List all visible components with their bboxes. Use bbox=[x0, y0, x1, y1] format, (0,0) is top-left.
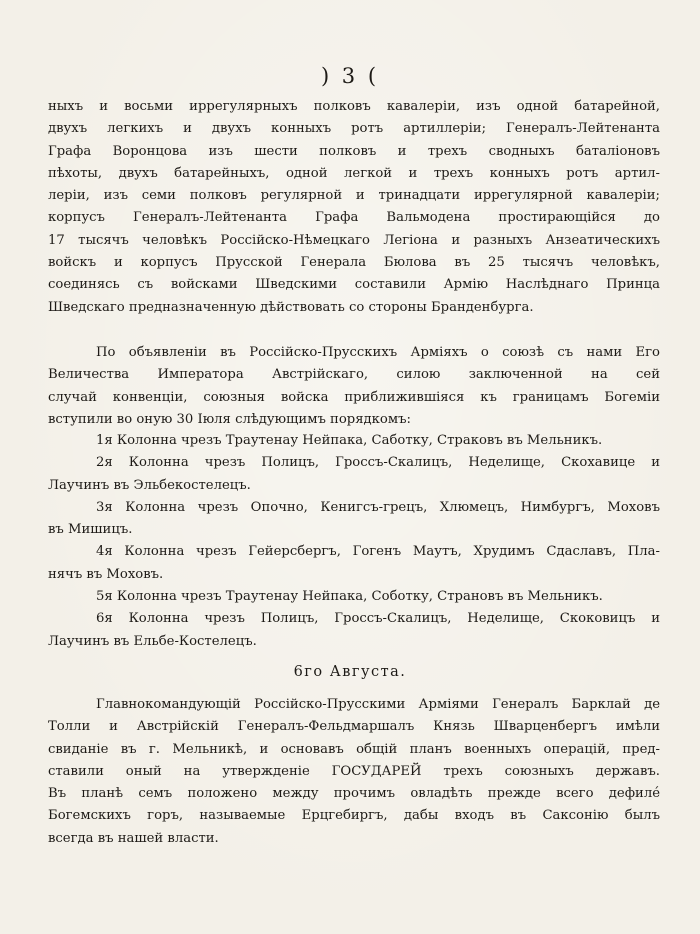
text-line: Шведскаго предназначенную дѣйствовать со стороны Бранденбурга. bbox=[48, 299, 534, 315]
paragraph-alliance bbox=[48, 342, 660, 431]
column-entry-6-cont: Лаучинъ въ Ельбе-Костелецъ. bbox=[48, 633, 257, 649]
page-number: ) 3 ( bbox=[320, 64, 380, 88]
text-line: Богемскихъ горъ, называемые Ерцгебиргъ, дабы входъ въ Саксонiю былъ bbox=[48, 808, 660, 824]
text-line: двухъ легкихъ и двухъ конныхъ ротъ артиллерiи; Генералъ-Лейтенанта bbox=[48, 121, 660, 137]
column-entry-5: 5я Колонна чрезъ Траутенау Нейпака, Соботку, Страновъ въ Мельникъ. bbox=[96, 589, 603, 605]
column-entry-2: 2я Колонна чрезъ Полицъ, Гроссъ-Скалицъ, Неделище, Скохавице и bbox=[96, 455, 660, 471]
paragraph-army-composition bbox=[48, 96, 660, 319]
text-line: Графа Воронцова изъ шести полковъ и трехъ сводныхъ баталiоновъ bbox=[48, 143, 660, 159]
text-line: пѣхоты, двухъ батарейныхъ, одной легкой и трехъ конныхъ ротъ артил- bbox=[48, 165, 660, 181]
text-line: Въ планѣ семъ положено между прочимъ овладѣть прежде всего дефилé bbox=[48, 786, 660, 802]
text-line: случай конвенцiи, союзныя войска приближившiяся къ границамъ Богемiи bbox=[48, 389, 660, 405]
text-line: Величества Императора Австрiйскаго, силою заключенной на сей bbox=[48, 367, 660, 383]
text-line: всегда въ нашей власти. bbox=[48, 830, 219, 846]
text-line: Главнокомандующiй Россiйско-Прусскими Армiями Генералъ Барклай де bbox=[96, 697, 660, 712]
column-entry-4: 4я Колонна чрезъ Гейерсбергъ, Гогенъ Маутъ, Хрудимъ Сдаславъ, Пла- bbox=[96, 544, 660, 560]
text-line: 17 тысячъ человѣкъ Россiйско-Нѣмецкаго Легiона и разныхъ Анзеатическихъ bbox=[48, 232, 660, 248]
date-heading: 6го Августа. bbox=[293, 664, 407, 680]
text-line: ставили оный на утвержденiе ГОСУДАРЕЙ трехъ союзныхъ державъ. bbox=[48, 763, 660, 779]
column-entry-3-cont: въ Мишицъ. bbox=[48, 522, 133, 538]
text-line: соединясь съ войсками Шведскими составили Армiю Наслѣднаго Принца bbox=[48, 277, 660, 293]
text-line: свиданiе въ г. Мельникѣ, и основавъ общiй планъ военныхъ операцiй, пред- bbox=[48, 741, 660, 757]
text-line: По объявленiи въ Россiйско-Прусскихъ Армiяхъ о союзѣ съ нами Его bbox=[96, 345, 660, 360]
text-line: войскъ и корпусъ Прусской Генерала Бюлова въ 25 тысячъ человѣкъ, bbox=[48, 255, 660, 271]
columns-list bbox=[48, 430, 660, 653]
text-line: корпусъ Генералъ-Лейтенанта Графа Вальмодена простирающiйся до bbox=[48, 210, 660, 226]
column-entry-3: 3я Колонна чрезъ Опочно, Кенигсъ-грецъ, Хлюмецъ, Нимбургъ, Моховъ bbox=[96, 499, 660, 515]
text-line: лерiи, изъ семи полковъ регулярной и тринадцати иррегулярной кавалерiи; bbox=[48, 188, 660, 204]
column-entry-1: 1я Колонна чрезъ Траутенау Нейпака, Саботку, Страковъ въ Мельникъ. bbox=[96, 433, 603, 448]
column-entry-4-cont: нячъ въ Моховъ. bbox=[48, 566, 164, 582]
column-entry-6: 6я Колонна чрезъ Полицъ, Гроссъ-Скалицъ, Неделище, Скоковицъ и bbox=[96, 611, 660, 627]
column-entry-2-cont: Лаучинъ въ Эльбекостелецъ. bbox=[48, 477, 251, 493]
paragraph-meeting bbox=[48, 694, 660, 850]
text-line: ныхъ и восьми иррегулярныхъ полковъ кавалерiи, изъ одной батарейной, bbox=[48, 99, 660, 114]
text-line: Толли и Австрiйскiй Генералъ-Фельдмаршалъ Князь Шварценбергъ имѣли bbox=[48, 719, 660, 735]
text-line: вступили во оную 30 Iюля слѣдующимъ порядкомъ: bbox=[48, 411, 411, 427]
